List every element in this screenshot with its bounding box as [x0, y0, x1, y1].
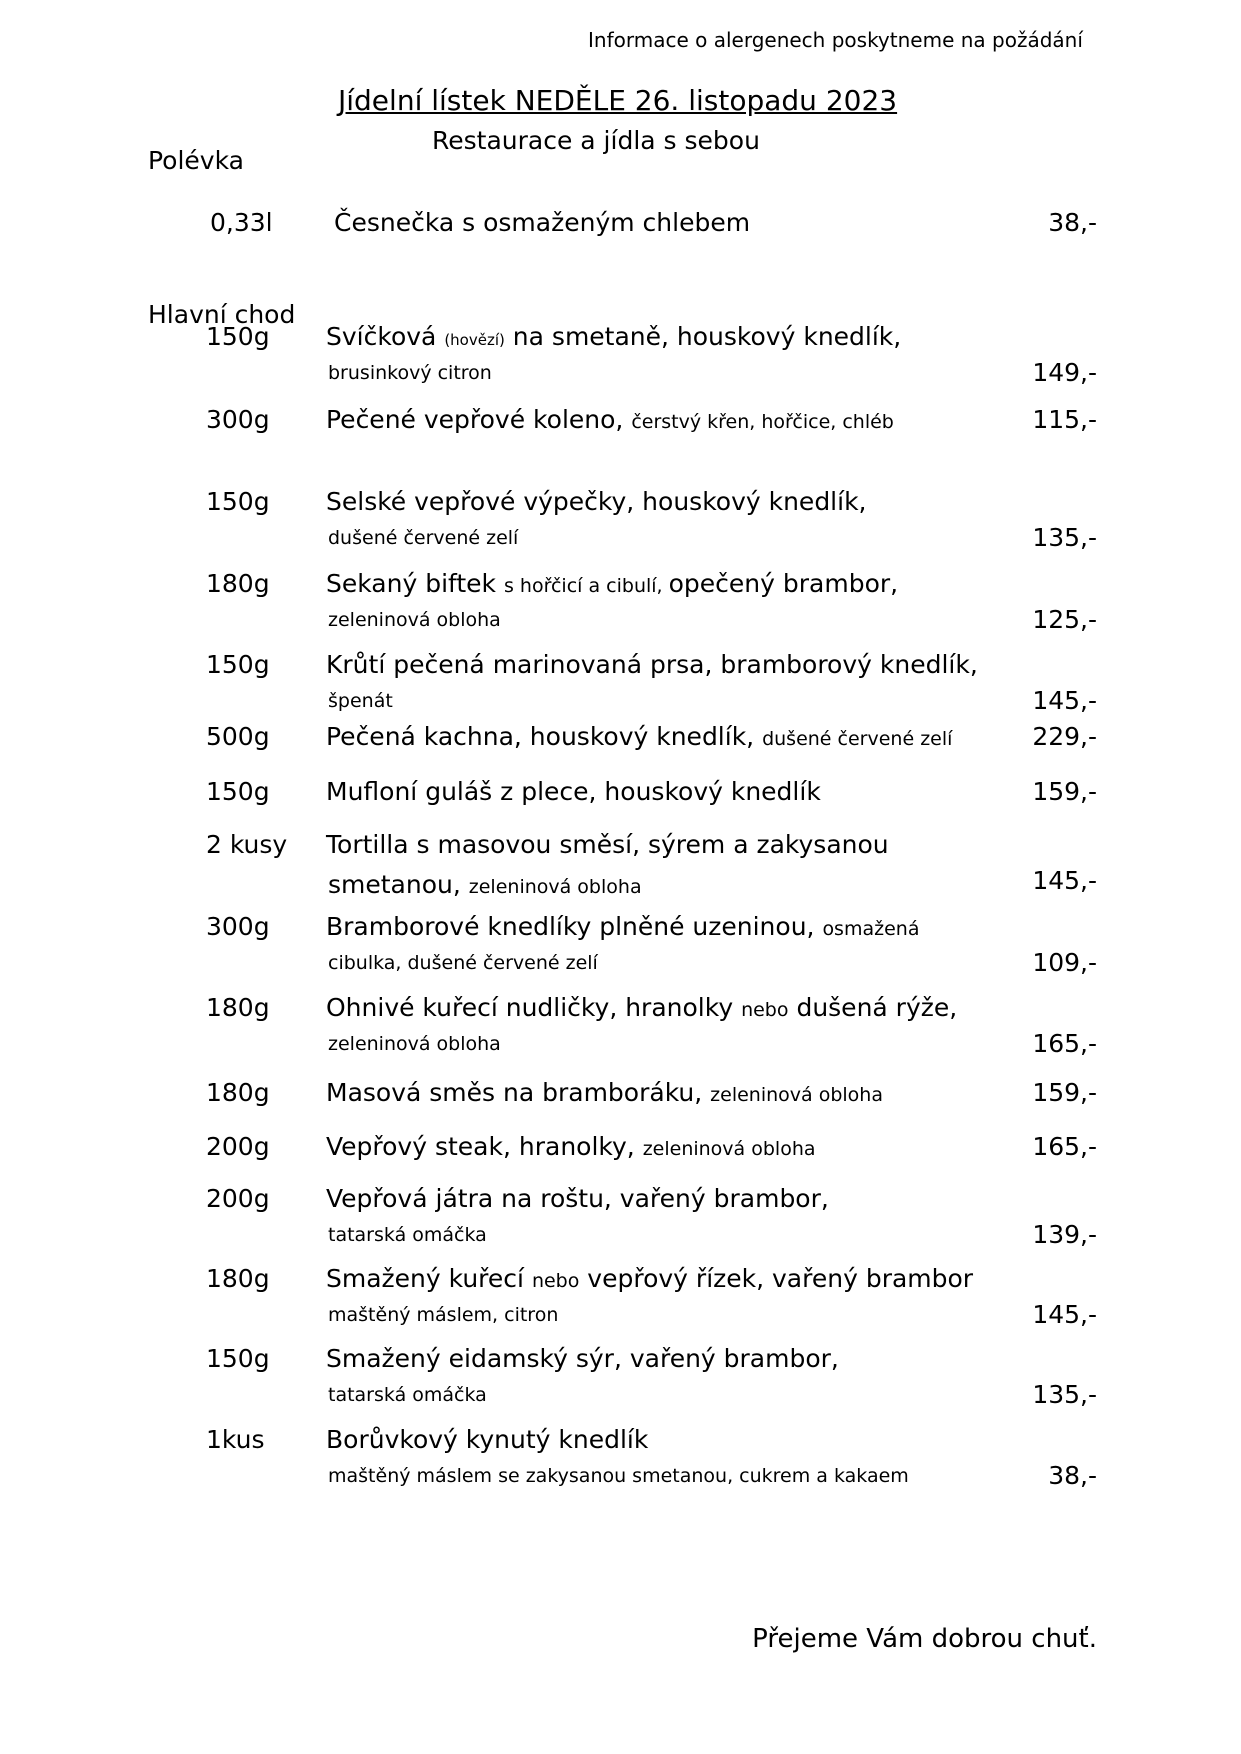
item-description: [328, 1304, 558, 1326]
item-name-main: Tortilla s masovou směsí, sýrem a zakysanou: [326, 830, 889, 859]
closing-wish: Přejeme Vám dobrou chuť.: [752, 1624, 1097, 1654]
item-weight: 180g: [206, 1078, 270, 1107]
menu-item: [0, 830, 1241, 900]
item-weight: 150g: [206, 650, 270, 679]
item-description-text: brusinkový citron: [328, 362, 492, 384]
item-name-main: Borůvkový kynutý knedlík: [326, 1425, 649, 1454]
item-name-main: Smažený kuřecí: [326, 1264, 532, 1293]
item-name: [326, 1425, 648, 1454]
item-description: [328, 362, 492, 384]
item-description: [328, 1384, 487, 1406]
menu-item: [0, 1184, 1241, 1254]
item-description-text: maštěný máslem se zakysanou smetanou, cukrem a kakaem: [328, 1465, 909, 1487]
item-price: 109,-: [1032, 948, 1097, 977]
item-description: [328, 870, 642, 899]
item-name: [326, 722, 952, 751]
item-name-rest: dušená rýže,: [788, 993, 958, 1022]
menu-item: [0, 1264, 1241, 1334]
section-heading-soup: Polévka: [148, 146, 244, 175]
item-price: 135,-: [1032, 1380, 1097, 1409]
item-description: [328, 527, 518, 549]
item-name-side: dušené červené zelí: [762, 728, 953, 750]
item-price: 139,-: [1032, 1220, 1097, 1249]
item-name-main: Pečená kachna, houskový knedlík,: [326, 722, 763, 751]
item-price: 135,-: [1032, 523, 1097, 552]
item-price: 165,-: [1032, 1132, 1097, 1161]
item-weight: 150g: [206, 322, 270, 351]
item-weight: 180g: [206, 993, 270, 1022]
item-name-side: nebo: [741, 999, 789, 1021]
item-weight: 150g: [206, 487, 270, 516]
menu-item: [0, 405, 1241, 475]
item-price: 159,-: [1032, 777, 1097, 806]
item-weight: 200g: [206, 1184, 270, 1213]
menu-item: [0, 569, 1241, 639]
item-price: 145,-: [1032, 1300, 1097, 1329]
menu-item: [0, 650, 1241, 720]
item-weight: 2 kusy: [206, 830, 288, 859]
item-description-cont: smetanou,: [328, 870, 469, 899]
item-description: [328, 1033, 501, 1055]
item-name-main: Masová směs na bramboráku,: [326, 1078, 711, 1107]
item-description-text: zeleninová obloha: [328, 1033, 501, 1055]
item-name: [326, 830, 889, 859]
item-name: [326, 912, 919, 941]
section-heading-main: Hlavní chod: [148, 300, 296, 329]
item-name-side: s hořčicí a cibulí,: [503, 575, 669, 597]
item-price: 229,-: [1032, 722, 1097, 751]
item-name-main: Mufloní guláš z plece, houskový knedlík: [326, 777, 821, 806]
item-name: [326, 650, 978, 679]
item-description-text: tatarská omáčka: [328, 1224, 487, 1246]
item-name-rest: vepřový řízek, vařený brambor: [579, 1264, 974, 1293]
item-description: [328, 609, 501, 631]
item-name-main: Smažený eidamský sýr, vařený brambor,: [326, 1344, 839, 1373]
menu-item: [0, 1425, 1241, 1495]
item-name: [326, 1344, 839, 1373]
item-description: [328, 690, 393, 712]
item-weight: 200g: [206, 1132, 270, 1161]
item-name: [326, 1264, 973, 1293]
item-name: [326, 569, 898, 598]
item-name-rest: na smetaně, houskový knedlík,: [504, 322, 902, 351]
item-name-note: (hovězí): [444, 331, 505, 349]
item-weight: 500g: [206, 722, 270, 751]
item-name-side: čerstvý křen, hořčice, chléb: [631, 411, 894, 433]
item-name: [326, 1078, 883, 1107]
item-description-text: zeleninová obloha: [468, 876, 642, 898]
item-price: 149,-: [1032, 358, 1097, 387]
item-description: [328, 1465, 909, 1487]
item-weight: 150g: [206, 777, 270, 806]
item-description-text: maštěný máslem, citron: [328, 1304, 559, 1326]
page-subtitle: Restaurace a jídla s sebou: [432, 126, 760, 155]
menu-item: [0, 322, 1241, 392]
item-description-text: špenát: [328, 690, 393, 712]
item-name-main: Ohnivé kuřecí nudličky, hranolky: [326, 993, 742, 1022]
item-description-text: tatarská omáčka: [328, 1384, 487, 1406]
item-name-side: zeleninová obloha: [710, 1084, 883, 1106]
item-name-main: Sekaný biftek: [326, 569, 504, 598]
item-price: 145,-: [1032, 866, 1097, 895]
item-name-main: Vepřový steak, hranolky,: [326, 1132, 643, 1161]
item-name-side: zeleninová obloha: [642, 1138, 816, 1160]
item-name-side: osmažená: [822, 918, 920, 940]
item-name-main: Pečené vepřové koleno,: [326, 405, 632, 434]
item-name-rest: opečený brambor,: [668, 569, 899, 598]
item-price: 145,-: [1032, 686, 1097, 715]
item-description-text: zeleninová obloha: [328, 609, 501, 631]
item-name-main: Bramborové knedlíky plněné uzeninou,: [326, 912, 823, 941]
item-weight: 180g: [206, 1264, 270, 1293]
item-name: [326, 993, 957, 1022]
item-weight: 150g: [206, 1344, 270, 1373]
item-price: 159,-: [1032, 1078, 1097, 1107]
item-name: [326, 322, 901, 351]
item-price: 165,-: [1032, 1029, 1097, 1058]
allergen-note: Informace o alergenech poskytneme na požádání: [588, 28, 1083, 52]
item-weight: 300g: [206, 912, 270, 941]
menu-item: [0, 487, 1241, 557]
item-name: [326, 1184, 829, 1213]
menu-item: [0, 993, 1241, 1063]
item-name: [326, 487, 867, 516]
item-name: [326, 1132, 816, 1161]
item-name-main: Vepřová játra na roštu, vařený brambor,: [326, 1184, 829, 1213]
item-description-text: cibulka, dušené červené zelí: [328, 952, 598, 974]
menu-item: [0, 1344, 1241, 1414]
item-weight: 300g: [206, 405, 270, 434]
item-price: 125,-: [1032, 605, 1097, 634]
item-price: 38,-: [1048, 1461, 1097, 1490]
item-name-main: Selské vepřové výpečky, houskový knedlík,: [326, 487, 867, 516]
item-name-main: Krůtí pečená marinovaná prsa, bramborový knedlík,: [326, 650, 978, 679]
item-weight: 180g: [206, 569, 270, 598]
menu-item: [0, 912, 1241, 982]
item-description: [328, 1224, 487, 1246]
item-description: [328, 952, 598, 974]
item-name: [326, 405, 894, 434]
page-title: Jídelní lístek NEDĚLE 26. listopadu 2023: [338, 84, 898, 117]
item-name-side: nebo: [531, 1270, 580, 1292]
item-weight: 1kus: [206, 1425, 265, 1454]
item-description-text: dušené červené zelí: [328, 527, 519, 549]
item-weight: 0,33l: [210, 208, 273, 237]
item-price: 38,-: [1048, 208, 1097, 237]
item-name: [326, 777, 821, 806]
item-name-main: Svíčková: [326, 322, 445, 351]
item-price: 115,-: [1032, 405, 1097, 434]
item-name: Česnečka s osmaženým chlebem: [334, 208, 751, 237]
